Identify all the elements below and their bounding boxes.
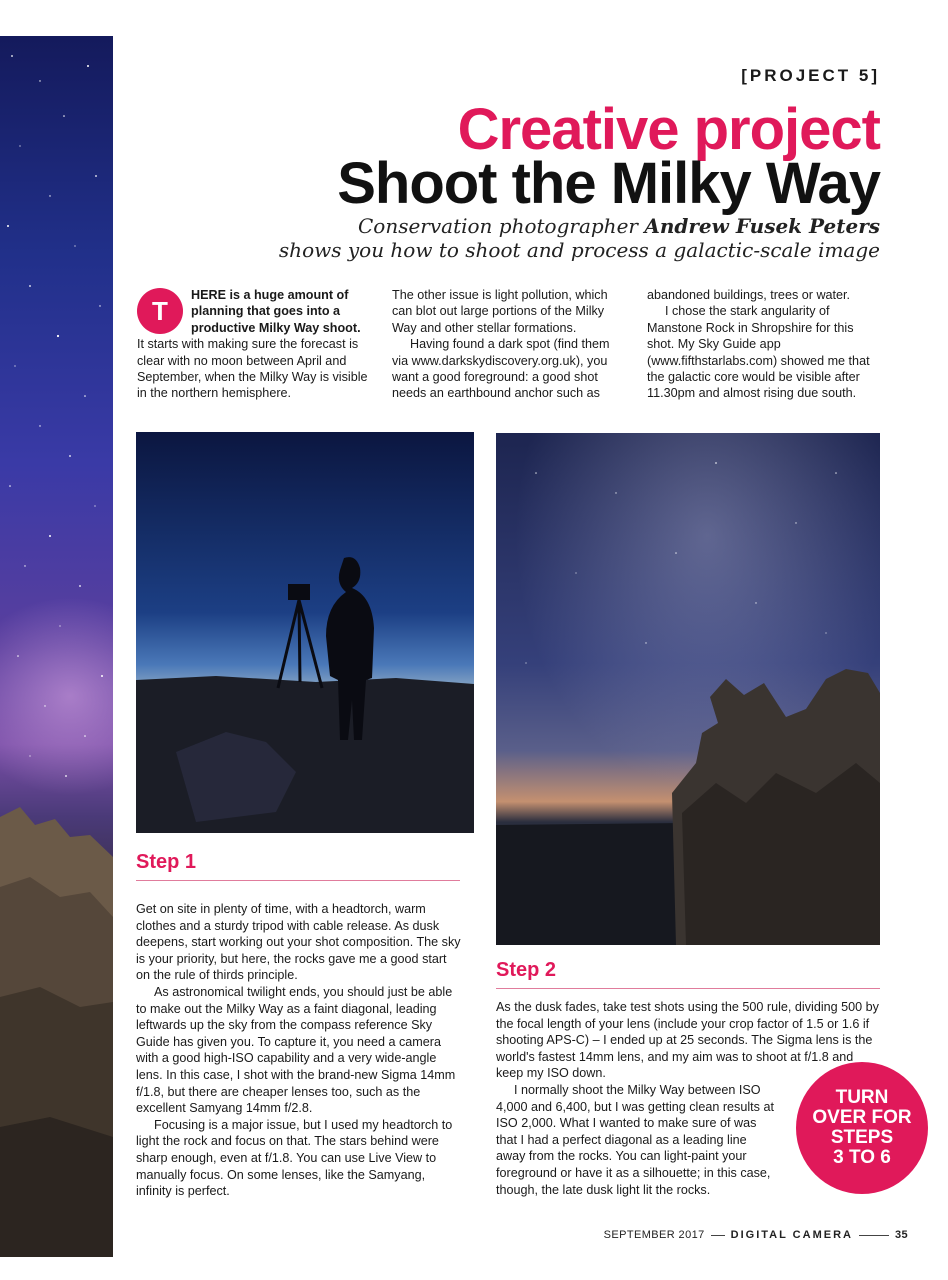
- step2-para1: As the dusk fades, take test shots using the 500 rule, dividing 500 by the focal length of your lens (include your crop factor of 1.5 or 1.6 if shooting APS-C) – I ended up at 25 seconds. The Sigma lens is the world's fastest 14mm lens, and my aim was to shoot at f/1.8 and keep my ISO down.: [496, 1000, 879, 1081]
- step2-body-bottom: [496, 1082, 778, 1198]
- intro-col3-para2: I chose the stark angularity of Manstone Rock in Shropshire for this shot. My Sky Guide app (www.fifthstarlabs.com) showed me that the galactic core would be visible after 11.30pm and almost rising due south.: [647, 304, 870, 401]
- author-name: Andrew Fusek Peters: [644, 214, 880, 238]
- badge-line2: OVER FOR: [812, 1107, 912, 1128]
- project-tag: [PROJECT 5]: [741, 66, 880, 85]
- page-footer: [604, 1229, 908, 1241]
- turn-over-badge: [796, 1062, 928, 1194]
- footer-magazine: DIGITAL CAMERA: [730, 1229, 853, 1241]
- side-photo-milky-way: [0, 36, 113, 1257]
- step1-divider: [136, 880, 460, 881]
- step2-body-top: [496, 999, 880, 1082]
- step1-para2: As astronomical twilight ends, you should just be able to make out the Milky Way as a faint diagonal, leading leftwards up the sky from the compass reference Sky Guide has given you. To capture it, you need a camera with a good high-ISO capability and a very wide-angle lens. In this case, I shot with the brand-new Sigma 14mm f/1.8, but there are cheaper lenses too, such as the excellent Samyang 14mm f/2.8.: [136, 984, 456, 1116]
- badge-line4: 3 TO 6: [833, 1147, 891, 1168]
- step2-divider: [496, 988, 880, 989]
- badge-line3: STEPS: [830, 1127, 894, 1148]
- step1-heading: Step 1: [136, 851, 197, 873]
- badge-line1: TURN: [835, 1087, 889, 1108]
- footer-date: SEPTEMBER 2017: [603, 1229, 705, 1241]
- intro-column-1: [137, 287, 371, 402]
- footer-dash: [711, 1235, 725, 1236]
- page-number: 35: [894, 1229, 908, 1241]
- standfirst: [279, 214, 880, 262]
- intro-lead: HERE is a huge amount of planning that goes into a productive Milky Way shoot.: [191, 288, 361, 335]
- intro-column-3: [647, 287, 881, 402]
- step1-para1: Get on site in plenty of time, with a headtorch, warm clothes and a sturdy tripod with cable release. As dusk deepens, start working out your shot composition. The sky is your priority, but here, the rocks gave me a good start on the rule of thirds principle.: [136, 902, 461, 983]
- headline-creative-project: Creative project: [457, 97, 880, 162]
- footer-dash: [859, 1235, 889, 1236]
- headline-milky-way: Shoot the Milky Way: [337, 151, 880, 216]
- step2-heading: Step 2: [496, 959, 557, 981]
- intro-column-2: [392, 287, 626, 402]
- intro-col2-para1: The other issue is light pollution, which can blot out large portions of the Milky Way and other stellar formations.: [392, 288, 608, 335]
- step1-para3: Focusing is a major issue, but I used my headtorch to light the rock and focus on that. The stars behind were sharp enough, even at f/1.8. You can use Live View to manually focus. On some lenses, like the Samyang, infinity is perfect.: [136, 1117, 453, 1199]
- intro-col2-para2: Having found a dark spot (find them via www.darkskydiscovery.org.uk), you want a good foreground: a good shot needs an earthbound anchor such as: [392, 337, 610, 401]
- standfirst-line2: shows you how to shoot and process a galactic-scale image: [278, 238, 880, 262]
- intro-col1-text: It starts with making sure the forecast is clear with no moon between April and September, when the Milky Way is visible in the northern hemisphere.: [137, 337, 368, 401]
- step2-para2: I normally shoot the Milky Way between ISO 4,000 and 6,400, but I was getting clean results at ISO 2,000. What I wanted to make sure of was that I had a perfect diagonal as a leading line away from the rocks. You can light-paint your foreground or have it as a silhouette; in this case, though, the late dusk light lit the rocks.: [496, 1083, 774, 1197]
- step1-body: [136, 901, 462, 1200]
- photo-photographer-silhouette: [136, 432, 474, 833]
- rocks-decoration: [0, 797, 113, 1257]
- standfirst-prefix: Conservation photographer: [357, 214, 645, 238]
- intro-col3-para1: abandoned buildings, trees or water.: [647, 288, 851, 302]
- dropcap-badge: T: [137, 288, 183, 334]
- photo-manstone-rock: [496, 433, 880, 945]
